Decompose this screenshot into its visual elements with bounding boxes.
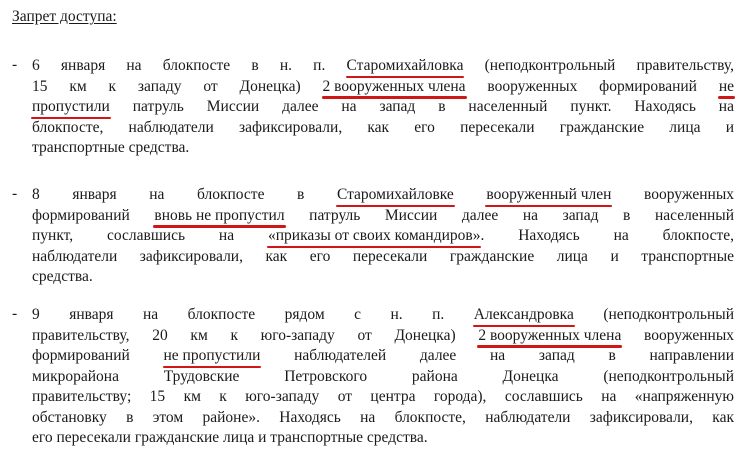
- highlighted-phrase: Старомихайловке: [336, 186, 454, 203]
- text-line: 6 января на блокпосте в н. п. Старомихайловка (неподконтрольный правительству,: [32, 57, 734, 74]
- highlighted-phrase: 2 вооруженных члена: [478, 326, 622, 344]
- text-line: его пересекали гражданские лица и транспортные средства.: [32, 429, 428, 446]
- text-line: средства.: [32, 268, 93, 285]
- text-line: формирований не пропустили наблюдателей далее на запад в направлении: [32, 347, 734, 364]
- highlighted-phrase: не пропустили: [163, 347, 261, 364]
- highlighted-phrase: 2 вооруженных члена: [322, 77, 466, 95]
- text-line: транспортные средства.: [32, 139, 190, 156]
- section-heading: Запрет доступа:: [12, 8, 117, 25]
- text-line: обстановку в этом районе». Находясь на блокпосте, наблюдатели зафиксировали, как: [32, 408, 734, 426]
- text-line: пропустили патруль Миссии далее на запад в населенный пункт. Находясь на: [32, 98, 734, 115]
- text-line: пункт, сославшись на «приказы от своих командиров». Находясь на блокпосте,: [32, 227, 734, 244]
- highlighted-phrase: вновь не пропустил: [154, 206, 285, 224]
- text-line: 15 км к западу от Донецка) 2 вооруженных члена вооруженных формирований не: [32, 77, 735, 95]
- text-line: наблюдатели зафиксировали, как его пересекали гражданские лица и транспортные: [32, 247, 734, 265]
- highlighted-phrase: Александровка: [473, 306, 574, 323]
- text-line: микрорайона Трудовские Петровского района Донецка (неподконтрольный: [32, 367, 734, 385]
- highlighted-phrase: «приказы от своих командиров»: [267, 227, 481, 244]
- list-bullet: -: [12, 56, 18, 73]
- text-line: правительству; 15 км к юго-западу от центра города), сославшись на «напряженную: [32, 388, 734, 405]
- text-line: 9 января на блокпосте рядом с н. п. Александровка (неподконтрольный: [32, 306, 734, 323]
- highlighted-phrase: пропустили: [32, 98, 110, 115]
- text-line: 8 января на блокпосте в Старомихайловке вооруженный член вооруженных: [32, 186, 734, 203]
- text-line: блокпосте, наблюдатели зафиксировали, как его пересекали гражданские лица и: [32, 118, 734, 136]
- list-bullet: -: [12, 185, 18, 202]
- text-line: формирований вновь не пропустил патруль Миссии далее на запад в населенный: [32, 206, 734, 224]
- highlighted-phrase: Старомихайловка: [346, 57, 464, 74]
- highlighted-phrase: не: [718, 77, 735, 95]
- list-bullet: -: [12, 305, 18, 322]
- text-line: правительству, 20 км к юго-западу от Донецка) 2 вооруженных члена вооруженных: [32, 326, 734, 344]
- highlighted-phrase: вооруженный член: [486, 186, 612, 203]
